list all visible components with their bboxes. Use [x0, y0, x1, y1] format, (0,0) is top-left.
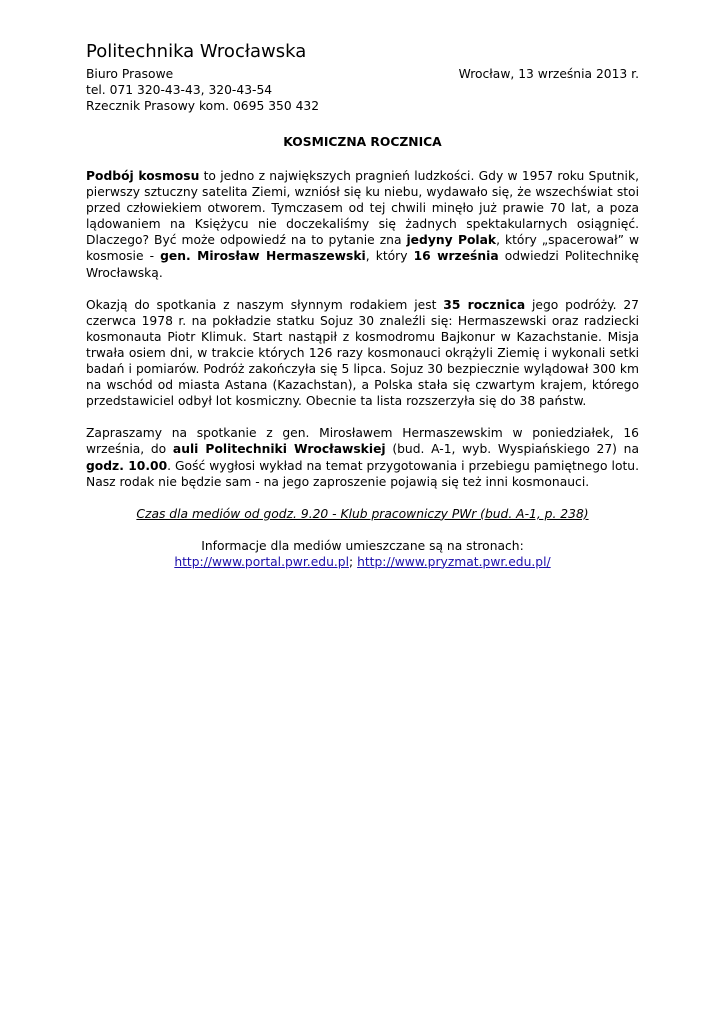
press-release-page — [86, 40, 639, 570]
paragraph-2 — [86, 297, 639, 410]
portal-link[interactable]: http://www.portal.pwr.edu.pl — [174, 554, 349, 569]
bold-phrase: Podbój kosmosu — [86, 169, 200, 183]
bold-phrase: gen. Mirosław Hermaszewski — [160, 249, 366, 264]
media-note: Czas dla mediów od godz. 9.20 - Klub pracowniczy PWr (bud. A-1, p. 238) — [136, 506, 589, 521]
bold-phrase: auli Politechniki Wrocławskiej — [172, 442, 386, 457]
link-separator: ; — [349, 554, 358, 569]
place-date: Wrocław, 13 września 2013 r. — [458, 67, 639, 81]
text-run: . Gość wygłosi wykład na temat przygotowania i przebiegu pamiętnego lotu. Nasz rodak nie będzie sam - na jego zaproszenie pojawią się też inni kosmonauci. — [86, 458, 639, 489]
info-text: Informacje dla mediów umieszczane są na stronach: — [201, 538, 524, 553]
spokesperson-line: Rzecznik Prasowy kom. 0695 350 432 — [86, 99, 320, 113]
bold-phrase: godz. 10.00 — [86, 458, 168, 473]
text-run: (bud. A-1, wyb. Wyspiańskiego 27) na — [385, 442, 639, 457]
info-block — [86, 538, 639, 570]
text-run: odwiedzi Politechnikę Wrocławską. — [86, 249, 639, 280]
bold-phrase: 16 września — [413, 249, 499, 264]
paragraph-1 — [86, 168, 639, 281]
document-title: KOSMICZNA ROCZNICA — [283, 135, 442, 149]
phone-line: tel. 071 320-43-43, 320-43-54 — [86, 83, 273, 97]
text-run: jego podróży. 27 czerwca 1978 r. na pokładzie statku Sojuz 30 znaleźli się: Hermaszewski oraz radziecki kosmonauta Piotr Klimuk. Start nastąpił z kosmodromu Bajkonur w Kazachstanie. Misja trwała osiem dni, w trakcie których 126 razy kosmonauci okrążyli Ziemię i wykonali setki badań i pomiarów. Podróż zakończyła się 5 lipca. Sojuz 30 bezpiecznie wylądował 300 km na wschód od miasta Astana (Kazachstan), a Polska stała się czwartym krajem, którego przedstawiciel odbył lot kosmiczny. Obecnie ta lista rozszerzyła się do 38 państw. — [86, 297, 640, 409]
text-run: , który — [365, 249, 414, 264]
bold-phrase: jedyny Polak — [406, 233, 497, 248]
text-run: to jedno z największych pragnień ludzkości. Gdy w 1957 roku Sputnik, pierwszy sztuczny satelita Ziemi, wzniósł się ku niebu, wydawało się, że wszechświat stoi przed człowiekiem otworem. Tymczasem od tej chwili minęło już prawie 70 lat, a poza lądowaniem na Księżycu nie doczekaliśmy się żadnych spektakularnych osiągnięć. Dlaczego? Być może odpowiedź na to pytanie zna — [86, 169, 639, 248]
institution-name: Politechnika Wrocławska — [86, 41, 307, 62]
header-row — [86, 66, 639, 82]
bold-phrase: 35 rocznica — [443, 297, 526, 312]
links-line — [86, 554, 639, 570]
pryzmat-link[interactable]: http://www.pryzmat.pwr.edu.pl/ — [357, 554, 551, 569]
paragraph-3 — [86, 425, 639, 489]
text-run: , który „spacerował” w kosmosie - — [86, 233, 639, 264]
text-run: Zapraszamy na spotkanie z gen. Mirosławem Hermaszewskim w poniedziałek, 16 września, do — [86, 426, 639, 457]
office-name: Biuro Prasowe — [86, 67, 174, 81]
text-run: Okazją do spotkania z naszym słynnym rodakiem jest — [86, 297, 444, 312]
